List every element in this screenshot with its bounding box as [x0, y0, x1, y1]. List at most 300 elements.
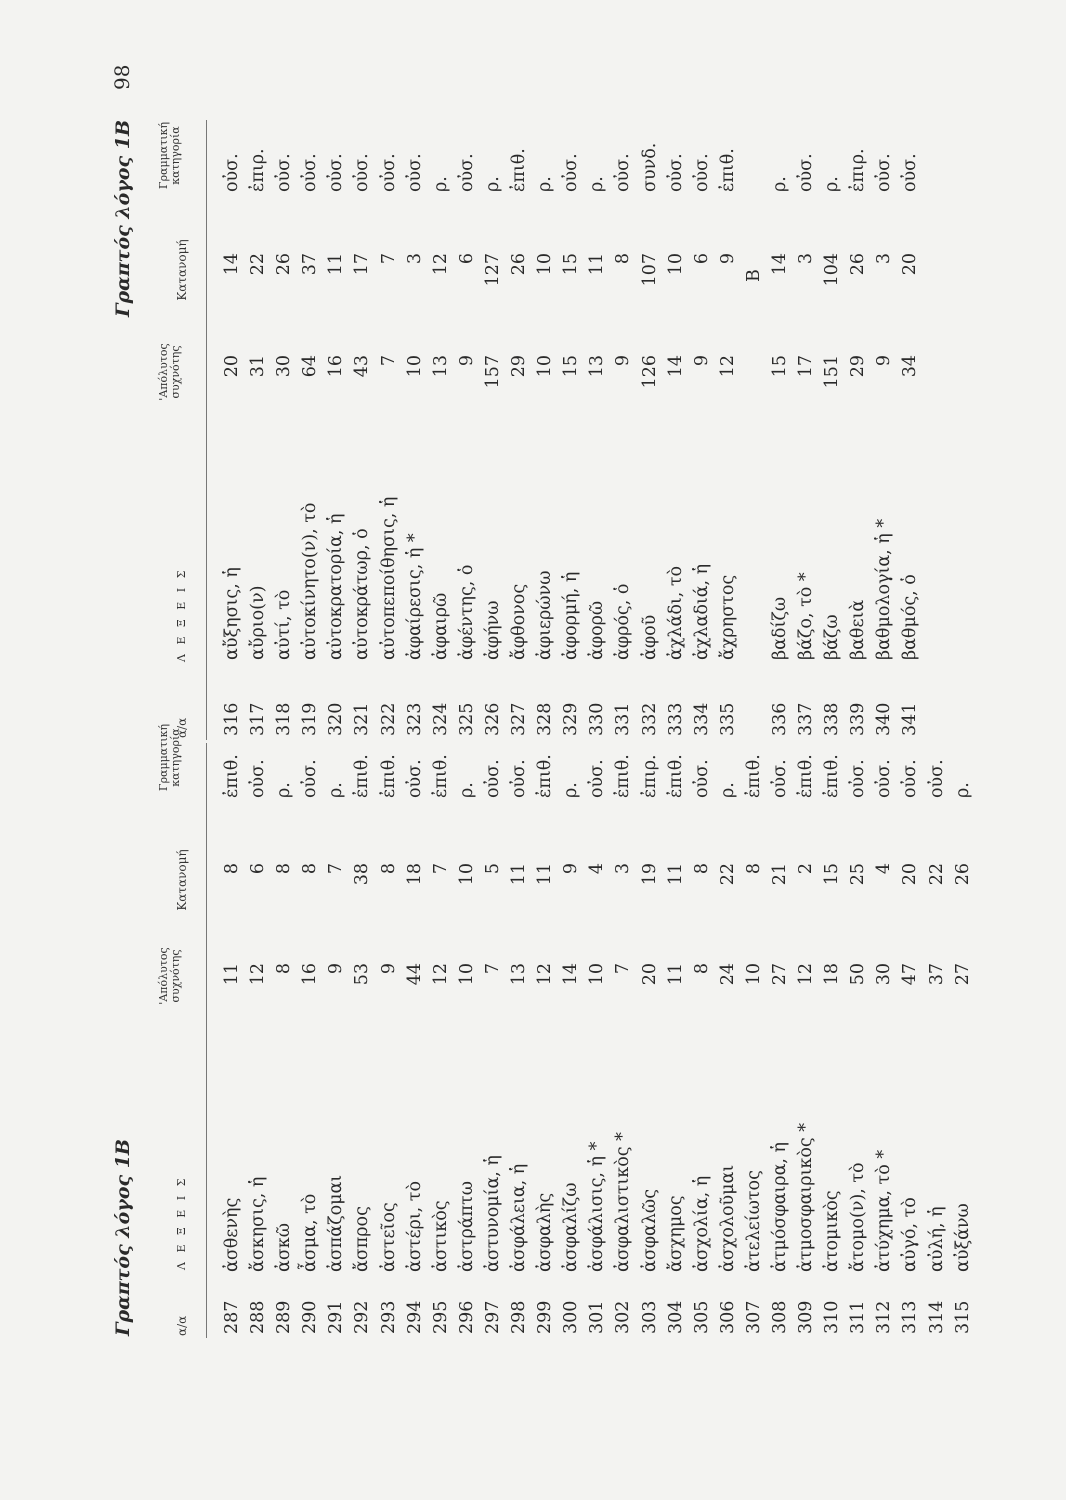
col-aa: α/α: [175, 1315, 189, 1336]
col-lexeis: Λ Ε Ξ Ε Ι Σ: [175, 567, 188, 662]
entry-word: ἀτμόσφαιρα, ἡ: [769, 1141, 790, 1272]
table-row: [300, 743, 326, 1338]
entry-word: ἀσφάλισις, ἡ *: [587, 1141, 608, 1272]
entry-number: 323: [404, 702, 425, 736]
entry-word: βαδίζω: [769, 596, 790, 660]
entry-frequency: 14: [561, 963, 582, 986]
entry-frequency: 18: [822, 963, 843, 986]
entry-frequency: 126: [639, 355, 660, 389]
entry-number: 334: [691, 702, 712, 736]
entry-word: ἄτομο(ν), τὸ: [848, 1162, 869, 1272]
entry-number: 321: [352, 702, 373, 736]
entry-word: ἀφήνω: [482, 600, 503, 660]
entry-frequency: 11: [222, 963, 242, 986]
col-distribution: Κατανομή: [175, 239, 189, 301]
entry-distribution: 7: [326, 863, 347, 875]
entry-number: 307: [743, 1300, 764, 1334]
entry-category: οὐσ.: [378, 153, 399, 192]
entry-category: ἐπιθ.: [535, 754, 556, 798]
left-running-header: Γραπτός λόγος 1Β: [112, 1139, 134, 1336]
entry-distribution: 15: [561, 253, 582, 276]
entry-category: οὐσ.: [926, 759, 947, 798]
entry-distribution: 26: [509, 253, 530, 276]
entry-frequency: 34: [900, 355, 921, 378]
table-row: [326, 120, 352, 740]
entry-distribution: 22: [717, 863, 738, 886]
entry-distribution: 8: [613, 253, 634, 265]
entry-word: ἀστέρι, τὸ: [404, 1180, 425, 1272]
col-category: Γραμματική κατηγορία: [157, 723, 182, 792]
col-aa: α/α: [175, 717, 189, 738]
entry-word: βαθειὰ: [848, 599, 869, 660]
entry-category: ρ.: [822, 176, 843, 192]
table-row: [535, 120, 561, 740]
entry-category: ἐπιρ.: [639, 754, 660, 798]
entry-word: αὐτί, τὸ: [274, 589, 295, 660]
entry-category: ἐπιθ.: [613, 754, 634, 798]
entry-number: 320: [326, 702, 347, 736]
entry-frequency: 20: [222, 355, 242, 378]
table-row: [222, 743, 248, 1338]
entry-distribution: 14: [222, 253, 242, 276]
entry-number: 301: [587, 1300, 608, 1334]
entry-word: ἀσφαλῶς: [639, 1189, 660, 1272]
table-row: [613, 120, 639, 740]
table-row: [326, 743, 352, 1338]
entry-number: 339: [848, 702, 869, 736]
entry-number: 308: [769, 1300, 790, 1334]
table-row: [483, 120, 509, 740]
entry-number: 326: [482, 702, 503, 736]
entry-distribution: 4: [587, 863, 608, 875]
entry-number: 329: [561, 702, 582, 736]
table-row: [770, 743, 796, 1338]
entry-frequency: 13: [587, 355, 608, 378]
entry-category: οὐσ.: [900, 153, 921, 192]
table-row: [927, 743, 953, 1338]
entry-frequency: 17: [796, 355, 817, 378]
entry-word: αὐγό, τὸ: [900, 1197, 921, 1272]
entry-category: οὐσ.: [874, 153, 895, 192]
entry-number: 297: [482, 1300, 503, 1334]
entry-distribution: 8: [743, 863, 764, 875]
entry-word: ἄφθονος: [509, 583, 530, 660]
entry-distribution: 38: [352, 863, 373, 886]
table-row: [848, 120, 874, 740]
entry-frequency: 16: [326, 355, 347, 378]
table-row: [352, 120, 378, 740]
entry-number: 292: [352, 1300, 373, 1334]
entry-frequency: 43: [352, 355, 373, 378]
entry-distribution: 8: [300, 863, 321, 875]
entry-category: οὐσ.: [691, 153, 712, 192]
entry-frequency: 10: [404, 355, 425, 378]
entry-word: αὐτοκρατορία, ἡ: [326, 513, 347, 660]
entry-frequency: 64: [300, 355, 321, 378]
table-row: [953, 743, 979, 1338]
table-row: [692, 120, 718, 740]
entry-number: 317: [248, 702, 269, 736]
entry-number: 304: [665, 1300, 686, 1334]
entry-category: ρ.: [952, 782, 973, 798]
col-lexeis: Λ Ε Ξ Ε Ι Σ: [175, 1175, 188, 1270]
entry-distribution: 11: [509, 863, 530, 886]
entry-category: οὐσ.: [300, 759, 321, 798]
entry-distribution: 2: [796, 863, 817, 875]
entry-number: 318: [274, 702, 295, 736]
entry-word: ἀσκῶ: [274, 1223, 295, 1272]
entry-frequency: 15: [769, 355, 790, 378]
entry-distribution: 21: [769, 863, 790, 886]
entry-frequency: 9: [874, 355, 895, 367]
entry-category: οὐσ.: [848, 759, 869, 798]
entry-distribution: 22: [248, 253, 269, 276]
entry-number: 340: [874, 702, 895, 736]
entry-frequency: 31: [248, 355, 269, 378]
entry-number: 296: [456, 1300, 477, 1334]
col-distribution: Κατανομή: [175, 849, 189, 911]
entry-word: ἀσφαλίζω: [561, 1182, 582, 1272]
entry-frequency: 27: [952, 963, 973, 986]
table-row: [535, 743, 561, 1338]
entry-word: ἆσμα, τὸ: [300, 1193, 321, 1272]
table-row: [640, 743, 666, 1338]
entry-category: οὐσ.: [404, 153, 425, 192]
left-table: [112, 723, 973, 1338]
entry-category: οὐσ.: [561, 153, 582, 192]
entry-number: 325: [456, 702, 477, 736]
entry-number: 305: [691, 1300, 712, 1334]
entry-category: ρ.: [430, 176, 451, 192]
entry-category: οὐσ.: [613, 153, 634, 192]
entry-number: 298: [509, 1300, 530, 1334]
entry-distribution: 4: [874, 863, 895, 875]
entry-category: οὐσ.: [326, 153, 347, 192]
entry-number: 303: [639, 1300, 660, 1334]
entry-word: ἀστυνομία, ἡ: [482, 1155, 503, 1272]
section-letter-row: [744, 120, 770, 740]
entry-number: 293: [378, 1300, 399, 1334]
entry-distribution: 12: [430, 253, 451, 276]
entry-frequency: 8: [691, 963, 712, 975]
table-row: [405, 120, 431, 740]
entry-distribution: 3: [613, 863, 634, 875]
entry-number: 302: [613, 1300, 634, 1334]
table-row: [561, 120, 587, 740]
entry-frequency: 9: [456, 355, 477, 367]
entry-number: 341: [900, 702, 921, 736]
entry-category: οὐσ.: [274, 153, 295, 192]
table-row: [796, 743, 822, 1338]
entry-number: 288: [248, 1300, 269, 1334]
entry-category: οὐσ.: [691, 759, 712, 798]
table-row: [874, 120, 900, 740]
entry-distribution: 11: [587, 253, 608, 276]
table-row: [796, 120, 822, 740]
entry-category: οὐσ.: [900, 759, 921, 798]
col-category: Γραμματική κατηγορία: [157, 121, 182, 190]
entry-distribution: 6: [691, 253, 712, 265]
entry-frequency: 11: [665, 963, 686, 986]
entry-distribution: 20: [900, 863, 921, 886]
table-row: [431, 743, 457, 1338]
table-row: [222, 120, 248, 740]
table-row: [405, 743, 431, 1338]
table-row: [718, 743, 744, 1338]
section-letter: Β: [743, 269, 764, 282]
entry-category: ἐπιρ.: [848, 148, 869, 192]
entry-distribution: 6: [248, 863, 269, 875]
entry-word: ἄχρηστος: [717, 574, 738, 660]
entry-category: ἐπιρ.: [248, 148, 269, 192]
entry-word: ἀστράπτω: [456, 1180, 477, 1272]
entry-frequency: 37: [926, 963, 947, 986]
entry-frequency: 24: [717, 963, 738, 986]
entry-number: 310: [822, 1300, 843, 1334]
entry-frequency: 8: [274, 963, 295, 975]
entry-word: βαθμολογία, ἡ *: [874, 518, 895, 660]
entry-distribution: 14: [769, 253, 790, 276]
table-row: [248, 120, 274, 740]
table-row: [274, 120, 300, 740]
table-row: [379, 120, 405, 740]
entry-number: 300: [561, 1300, 582, 1334]
entry-number: 327: [509, 702, 530, 736]
entry-frequency: 151: [822, 355, 843, 389]
entry-word: ἀσχολία, ἡ: [691, 1175, 712, 1272]
entry-word: ἀστικὸς: [430, 1200, 451, 1272]
entry-word: ἀχλάδι, τὸ: [665, 565, 686, 660]
entry-number: 316: [222, 702, 242, 736]
entry-word: αὔξησις, ἡ: [222, 567, 242, 660]
entry-frequency: 7: [613, 963, 634, 975]
entry-number: 313: [900, 1300, 921, 1334]
entry-frequency: 9: [613, 355, 634, 367]
entry-distribution: 10: [456, 863, 477, 886]
entry-distribution: 8: [274, 863, 295, 875]
entry-number: 331: [613, 702, 634, 736]
entry-word: ἀφαίρεσις, ἡ *: [404, 533, 425, 660]
entry-number: 311: [848, 1300, 869, 1334]
entry-distribution: 104: [822, 253, 843, 287]
entry-category: συνδ.: [639, 142, 660, 192]
entry-distribution: 18: [404, 863, 425, 886]
entry-category: ρ.: [561, 782, 582, 798]
table-row: [379, 743, 405, 1338]
entry-frequency: 16: [300, 963, 321, 986]
entry-number: 312: [874, 1300, 895, 1334]
entry-category: οὐσ.: [769, 759, 790, 798]
table-row: [561, 743, 587, 1338]
entry-category: οὐσ.: [587, 759, 608, 798]
entry-number: 335: [717, 702, 738, 736]
entry-frequency: 7: [482, 963, 503, 975]
entry-distribution: 11: [535, 863, 556, 886]
entry-word: αὔριο(ν): [248, 585, 269, 660]
table-row: [666, 743, 692, 1338]
entry-distribution: 11: [326, 253, 347, 276]
table-row: [822, 120, 848, 740]
entry-category: οὐσ.: [874, 759, 895, 798]
entry-distribution: 3: [796, 253, 817, 265]
entry-frequency: 50: [848, 963, 869, 986]
table-row: [613, 743, 639, 1338]
entry-frequency: 14: [665, 355, 686, 378]
right-rows: [222, 120, 927, 740]
table-row: [352, 743, 378, 1338]
entry-number: 315: [952, 1300, 973, 1334]
entry-category: ἐπιθ.: [665, 754, 686, 798]
right-running-header: Γραπτός λόγος 1Β: [112, 120, 134, 317]
entry-frequency: 12: [717, 355, 738, 378]
entry-frequency: 12: [248, 963, 269, 986]
entry-distribution: 7: [430, 863, 451, 875]
entry-word: ἀτμοσφαιρικὸς *: [796, 1122, 817, 1272]
entry-word: αὐξάνω: [952, 1203, 973, 1272]
entry-frequency: 29: [848, 355, 869, 378]
entry-distribution: 26: [274, 253, 295, 276]
entry-category: οὐσ.: [796, 153, 817, 192]
entry-category: οὐσ.: [222, 153, 242, 192]
entry-distribution: 3: [404, 253, 425, 265]
table-row: [692, 743, 718, 1338]
entry-word: ἀχλαδιά, ἡ: [691, 563, 712, 660]
table-row: [457, 120, 483, 740]
entry-frequency: 12: [535, 963, 556, 986]
entry-frequency: 53: [352, 963, 373, 986]
entry-distribution: 8: [691, 863, 712, 875]
entry-category: οὐσ.: [509, 759, 530, 798]
entry-frequency: 13: [430, 355, 451, 378]
entry-word: βαθμός, ὁ: [900, 574, 921, 660]
entry-category: ἐπιθ.: [352, 754, 373, 798]
table-row: [431, 120, 457, 740]
entry-frequency: 15: [561, 355, 582, 378]
entry-word: ἀφέντης, ὁ: [456, 564, 477, 660]
entry-category: οὐσ.: [352, 153, 373, 192]
entry-word: ἀσφαλιστικὸς *: [613, 1132, 634, 1272]
entry-number: 309: [796, 1300, 817, 1334]
entry-distribution: 17: [352, 253, 373, 276]
entry-category: ρ.: [456, 782, 477, 798]
table-row: [848, 743, 874, 1338]
table-row: [718, 120, 744, 740]
entry-category: ἐπιθ.: [743, 754, 764, 798]
entry-frequency: 7: [378, 355, 399, 367]
entry-number: 299: [535, 1300, 556, 1334]
entry-frequency: 9: [378, 963, 399, 975]
table-row: [666, 120, 692, 740]
table-row: [900, 120, 926, 740]
entry-frequency: 12: [430, 963, 451, 986]
entry-frequency: 10: [535, 355, 556, 378]
entry-number: 290: [300, 1300, 321, 1334]
entry-category: ρ.: [535, 176, 556, 192]
entry-category: ἐπιθ.: [509, 148, 530, 192]
entry-category: οὐσ.: [300, 153, 321, 192]
entry-distribution: 10: [665, 253, 686, 276]
entry-word: ἀφαιρῶ: [430, 592, 451, 660]
entry-distribution: 9: [717, 253, 738, 265]
entry-number: 333: [665, 702, 686, 736]
table-row: [457, 743, 483, 1338]
entry-number: 322: [378, 702, 399, 736]
entry-distribution: 7: [378, 253, 399, 265]
table-row: [248, 743, 274, 1338]
entry-word: βάζο, τὸ *: [796, 572, 817, 660]
entry-word: ἄσχημος: [665, 1195, 686, 1272]
entry-distribution: 9: [561, 863, 582, 875]
entry-word: ἀφορμή, ἡ: [561, 571, 582, 660]
entry-word: αὐτοκράτωρ, ὁ: [352, 528, 373, 660]
entry-category: οὐσ.: [404, 759, 425, 798]
entry-frequency: 10: [587, 963, 608, 986]
entry-number: 324: [430, 702, 451, 736]
entry-distribution: 11: [665, 863, 686, 886]
entry-frequency: 9: [691, 355, 712, 367]
entry-category: ρ.: [717, 782, 738, 798]
entry-distribution: 26: [848, 253, 869, 276]
table-row: [900, 743, 926, 1338]
entry-distribution: 8: [378, 863, 399, 875]
entry-frequency: 30: [874, 963, 895, 986]
entry-word: ἀφιερώνω: [535, 570, 556, 660]
entry-number: 336: [769, 702, 790, 736]
entry-word: ἀτελείωτος: [743, 1170, 764, 1272]
entry-word: ἄσκησις, ἡ: [248, 1176, 269, 1272]
entry-word: αὐτοπεποίθησις, ἡ: [378, 496, 399, 660]
col-frequency: 'Απόλυτος συχνότης: [157, 947, 182, 1005]
entry-category: οὐσ.: [456, 153, 477, 192]
entry-distribution: 107: [639, 253, 660, 287]
left-rows: [222, 743, 979, 1338]
table-row: [274, 743, 300, 1338]
entry-number: 291: [326, 1300, 347, 1334]
entry-word: ἄσπρος: [352, 1206, 373, 1272]
entry-word: βάζω: [822, 614, 843, 660]
entry-frequency: 10: [456, 963, 477, 986]
entry-category: ἐπιθ.: [822, 754, 843, 798]
entry-number: 306: [717, 1300, 738, 1334]
entry-distribution: 37: [300, 253, 321, 276]
entry-number: 319: [300, 702, 321, 736]
entry-word: ἀφρός, ὁ: [613, 583, 634, 660]
entry-word: ἀφοῦ: [639, 614, 660, 660]
entry-word: αὐλή, ἡ: [926, 1206, 947, 1272]
entry-distribution: 127: [482, 253, 503, 287]
entry-frequency: 157: [482, 355, 503, 389]
entry-category: ἐπιθ.: [717, 148, 738, 192]
entry-distribution: 6: [456, 253, 477, 265]
entry-category: ρ.: [482, 176, 503, 192]
entry-word: ἀσπάζομαι: [326, 1174, 347, 1272]
entry-category: οὐσ.: [665, 153, 686, 192]
entry-distribution: 25: [848, 863, 869, 886]
table-row: [822, 743, 848, 1338]
entry-category: ρ.: [587, 176, 608, 192]
entry-category: οὐσ.: [482, 759, 503, 798]
entry-category: ἐπιθ.: [378, 754, 399, 798]
entry-number: 289: [274, 1300, 295, 1334]
entry-category: ρ.: [769, 176, 790, 192]
entry-number: 337: [796, 702, 817, 736]
table-row: [744, 743, 770, 1338]
table-row: [640, 120, 666, 740]
entry-frequency: 27: [769, 963, 790, 986]
entry-category: οὐσ.: [248, 759, 269, 798]
entry-distribution: 22: [926, 863, 947, 886]
entry-frequency: 30: [274, 355, 295, 378]
